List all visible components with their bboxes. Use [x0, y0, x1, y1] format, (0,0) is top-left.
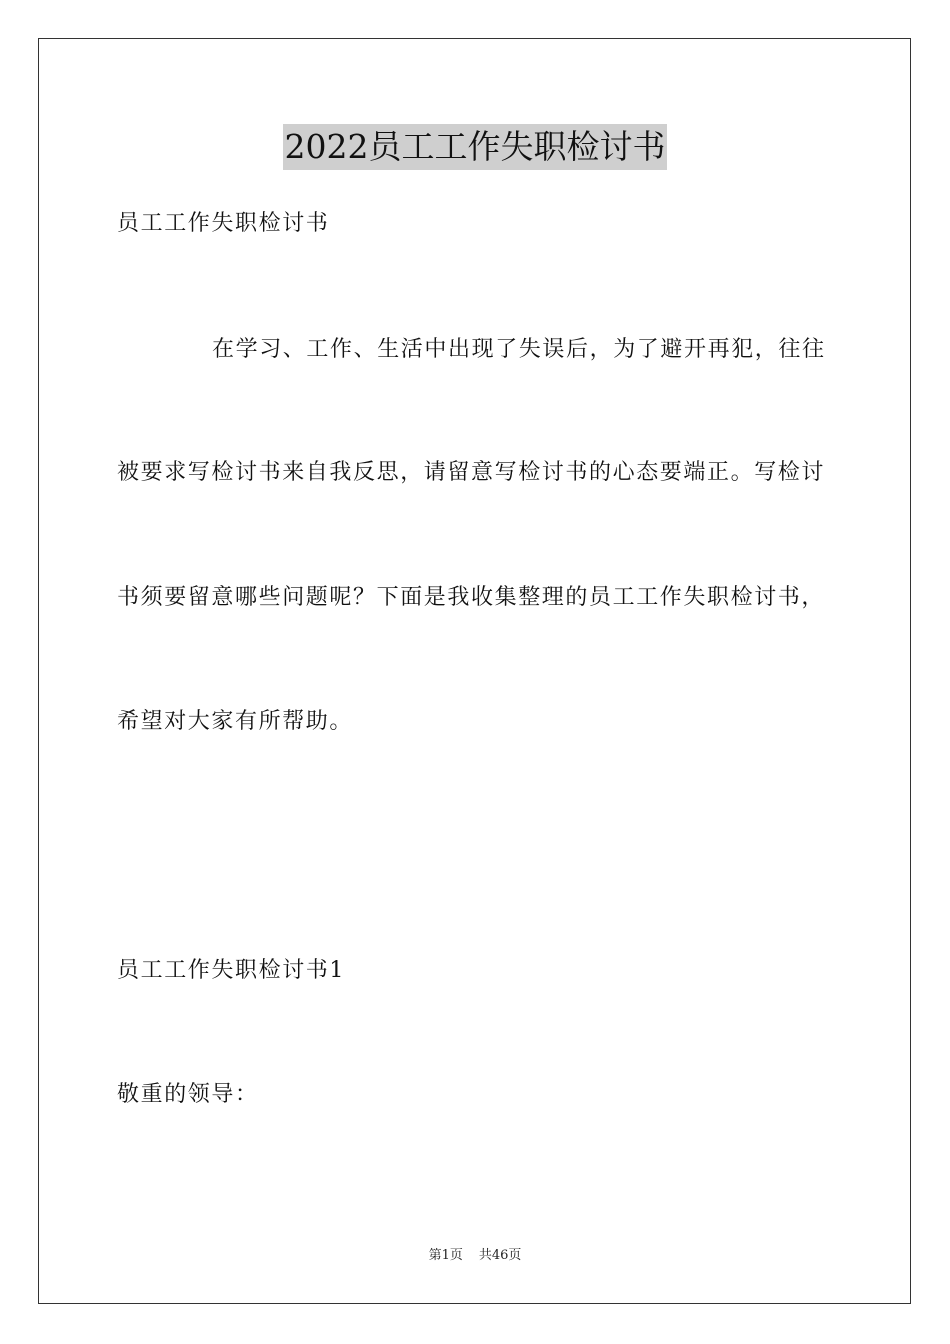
salutation: 敬重的领导：	[117, 1082, 259, 1107]
intro-line-4: 希望对大家有所帮助。	[117, 709, 354, 734]
intro-line-3: 书须要留意哪些问题呢？下面是我收集整理的员工工作失职检讨书，	[117, 585, 826, 610]
title-container	[0, 124, 950, 170]
intro-line-2: 被要求写检讨书来自我反思，请留意写检讨书的心态要端正。写检讨	[117, 460, 826, 485]
page-number: 第1页	[428, 1248, 463, 1263]
document-title: 2022员工工作失职检讨书	[283, 124, 668, 170]
intro-line-1: 在学习、工作、生活中出现了失误后，为了避开再犯，往往	[212, 337, 826, 362]
document-subtitle: 员工工作失职检讨书	[117, 211, 330, 236]
section-heading: 员工工作失职检讨书1	[117, 958, 345, 983]
page-total: 共46页	[478, 1248, 522, 1263]
page-footer	[0, 1247, 950, 1265]
